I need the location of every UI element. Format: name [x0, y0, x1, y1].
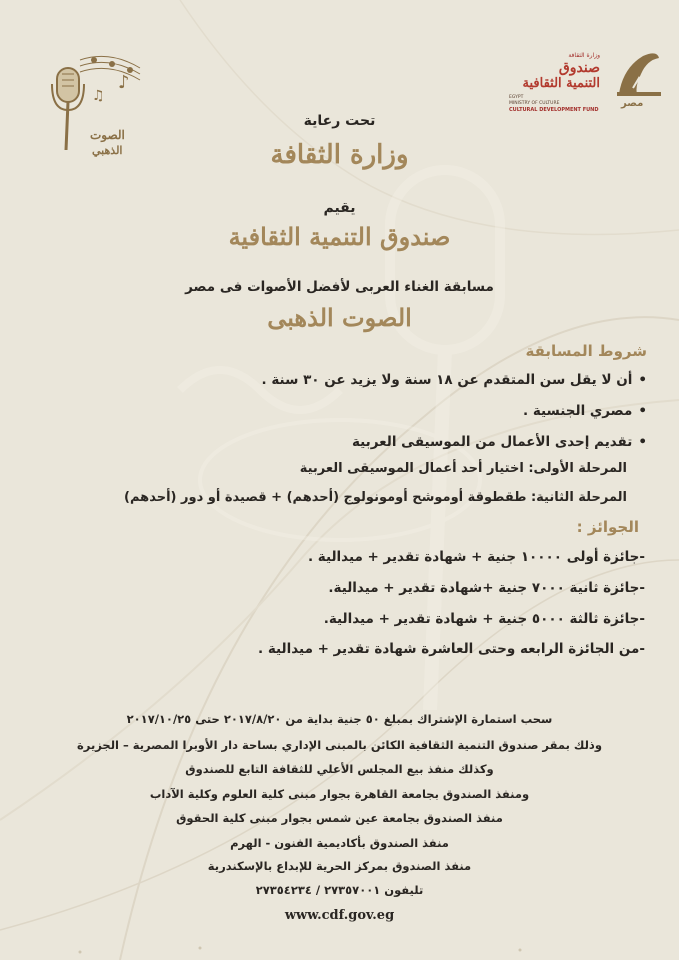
cdf-name-line2: التنمية الثقافية — [522, 76, 600, 91]
footer-line: منفذ الصندوق بمركز الحرية للإبداع بالإسكندرية — [207, 859, 472, 873]
egypt-label-ar: مصر — [621, 98, 644, 109]
cdf-logo — [505, 48, 600, 118]
prize-item: -جائزة ثالثة ٥٠٠٠ جنية + شهادة تقدير + ميدالية. — [323, 611, 645, 627]
ministry-title: وزارة الثقافة — [270, 140, 409, 170]
stage-one: المرحلة الأولى: اختيار أحد أعمال الموسيقى العربية — [299, 461, 627, 476]
competition-title: الصوت الذهبى — [267, 303, 412, 332]
logo-left-line1: الصوت — [90, 128, 125, 142]
fund-title: صندوق التنمية الثقافية — [228, 222, 451, 251]
footer-line: منفذ الصندوق بأكاديمية الفنون - الهرم — [230, 836, 449, 850]
svg-text:♪: ♪ — [118, 72, 130, 93]
prize-item: -من الجائزة الرابعه وحتى العاشرة شهادة تقدير + ميدالية . — [258, 641, 645, 657]
footer-line: منفذ الصندوق بجامعة عين شمس بجوار مبنى كلية الحقوق — [176, 811, 503, 825]
cdf-egypt-en: EGYPT — [509, 95, 524, 100]
egypt-logo — [613, 48, 665, 118]
stage-two: المرحلة الثانية: طقطوقة أوموشح أومونولوج (أحدهم) + قصيدة أو دور (أحدهم) — [124, 490, 627, 505]
prizes-heading: الجوائز : — [576, 518, 639, 536]
footer-line: ومنفذ الصندوق بجامعة القاهرة بجوار مبنى كلية العلوم وكلية الآداب — [149, 787, 530, 801]
footer-line: وذلك بمقر صندوق التنمية الثقافية الكائن بالمبنى الإداري بساحة دار الأوبرا المصرية – الجزيرة — [77, 738, 602, 752]
conditions-heading: شروط المسابقة — [525, 342, 647, 360]
competition-description: مسابقة الغناء العربى لأفضل الأصوات فى مصر — [185, 279, 494, 295]
cdf-name-line1: صندوق — [558, 60, 600, 76]
website-link[interactable]: www.cdf.gov.eg — [284, 908, 395, 923]
presents-text: يقيم — [323, 200, 356, 216]
footer-line: سحب استمارة الإشتراك بمبلغ ٥٠ جنية بداية من ٢٠١٧/٨/٢٠ حتى ٢٠١٧/١٠/٢٥ — [126, 712, 553, 726]
svg-text:♫: ♫ — [92, 88, 105, 104]
cdf-ministry-small: وزارة الثقافة — [568, 52, 600, 59]
footer-line: وكذلك منفذ بيع المجلس الأعلي للثقافة التابع للصندوق — [185, 762, 494, 776]
cdf-ministry-en: MINISTRY OF CULTURE — [509, 101, 560, 106]
sponsor-text: تحت رعاية — [303, 113, 376, 129]
condition-item: • أن لا يقل سن المتقدم عن ١٨ سنة ولا يزيد عن ٣٠ سنة . — [262, 372, 647, 388]
condition-item: • تقديم إحدى الأعمال من الموسيقى العربية — [352, 434, 647, 450]
prize-item: -جائزة ثانية ٧٠٠٠ جنية +شهادة تقدير + ميدالية. — [328, 580, 645, 596]
sponsor-logos — [505, 48, 665, 118]
condition-item: • مصري الجنسية . — [523, 403, 647, 419]
prize-item: -جائزة أولى ١٠٠٠٠ جنية + شهادة تقدير + ميدالية . — [307, 549, 645, 565]
phone-numbers: تليفون ٢٧٣٥٧٠٠١ / ٢٧٣٥٤٢٣٤ — [255, 883, 424, 897]
logo-left-line2: الذهبي — [92, 144, 123, 157]
bottom-decoration — [0, 940, 679, 960]
cdf-fund-en: CULTURAL DEVELOPMENT FUND — [509, 107, 599, 113]
egypt-emblem-icon — [613, 48, 665, 98]
